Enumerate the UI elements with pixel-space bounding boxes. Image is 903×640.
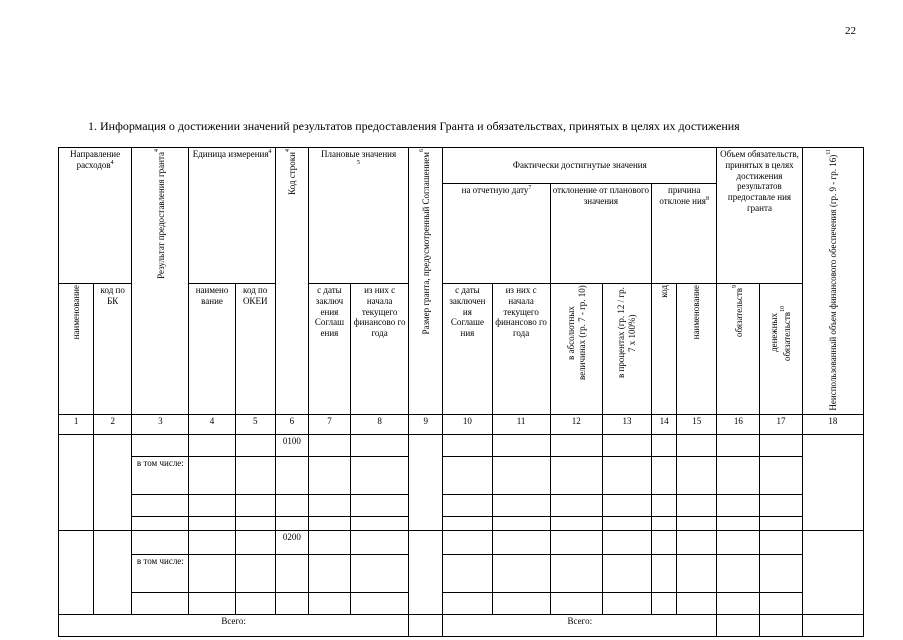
column-number: 9: [409, 415, 443, 435]
page-number: 22: [845, 25, 856, 37]
column-number: 1: [59, 415, 94, 435]
column-number: 4: [189, 415, 235, 435]
header-direction: Направление расходов$^4$: [59, 148, 132, 284]
column-number: 15: [677, 415, 717, 435]
total-row: [59, 615, 864, 637]
header-obligations-volume: Объем обязательств, принятых в целях достижения результатов предоставле ния гранта: [717, 148, 802, 284]
header-line-code: Код строки$^4$: [275, 148, 308, 415]
header-name: наименование: [59, 284, 94, 415]
column-numbers-row: [59, 415, 864, 435]
line-code-0200: 0200: [275, 531, 308, 555]
header-reason: причина отклоне ния$^8$: [652, 184, 717, 284]
table-row: [59, 517, 864, 531]
header-grant-size: Размер гранта, предусмотренный Соглашением$^6$: [409, 148, 443, 415]
column-number: 6: [275, 415, 308, 435]
results-table: [58, 147, 864, 637]
total-label: Всего:: [59, 615, 409, 637]
column-number: 5: [235, 415, 275, 435]
header-unit: Единица измерения$^4$: [189, 148, 275, 284]
column-number: 17: [760, 415, 802, 435]
header-unit-name: наимено вание: [189, 284, 235, 415]
header-planned: Плановые значения $^5$: [308, 148, 408, 284]
header-plan-from-year: из них с начала текущего финансово го года: [351, 284, 409, 415]
header-deviation: отклонение от планового значения: [550, 184, 651, 284]
column-number: 18: [802, 415, 863, 435]
column-number: 11: [492, 415, 550, 435]
header-actual: Фактически достигнутые значения: [443, 148, 717, 184]
header-result: Результат предоставления гранта$^4$: [132, 148, 189, 415]
header-plan-from-agreement: с даты заключ ения Соглаш ения: [308, 284, 350, 415]
header-dev-percent: в процентах (гр. 12 / гр. 7 x 100%): [602, 284, 651, 415]
header-reason-code: код: [652, 284, 677, 415]
header-fact-from-year: из них с начала текущего финансово го года: [492, 284, 550, 415]
section-title: 1. Информация о достижении значений результатов предоставления Гранта и обязательствах, принятых в целях их достижения: [88, 119, 740, 133]
column-number: 16: [717, 415, 760, 435]
table-row: [59, 495, 864, 517]
table-row: [59, 435, 864, 457]
header-obligations: обязательств$^9$: [717, 284, 760, 415]
line-code-0100: 0100: [275, 435, 308, 457]
table-row: [59, 555, 864, 593]
header-bk-code: код по БК: [94, 284, 132, 415]
column-number: 14: [652, 415, 677, 435]
header-monetary-obligations: денежных обязательств$^{10}$: [760, 284, 802, 415]
header-fact-from-agreement: с даты заключен ия Соглаше ния: [443, 284, 492, 415]
header-reason-name: наименование: [677, 284, 717, 415]
total-label: Всего:: [443, 615, 717, 637]
column-number: 10: [443, 415, 492, 435]
column-number: 13: [602, 415, 651, 435]
including-label: в том числе:: [132, 555, 189, 593]
header-okei-code: код по ОКЕИ: [235, 284, 275, 415]
column-number: 2: [94, 415, 132, 435]
table-row: [59, 457, 864, 495]
column-number: 8: [351, 415, 409, 435]
including-label: в том числе:: [132, 457, 189, 495]
column-number: 3: [132, 415, 189, 435]
header-unused: Неиспользованный объем финансового обеспечения (гр. 9 - гр. 16)$^{11}$: [802, 148, 863, 415]
column-number: 7: [308, 415, 350, 435]
table-row: [59, 531, 864, 555]
table-row: [59, 593, 864, 615]
column-number: 12: [550, 415, 602, 435]
header-dev-absolute: в абсолютных величинах (гр. 7 - гр. 10): [550, 284, 602, 415]
header-reporting-date: на отчетную дату$^7$: [443, 184, 550, 284]
